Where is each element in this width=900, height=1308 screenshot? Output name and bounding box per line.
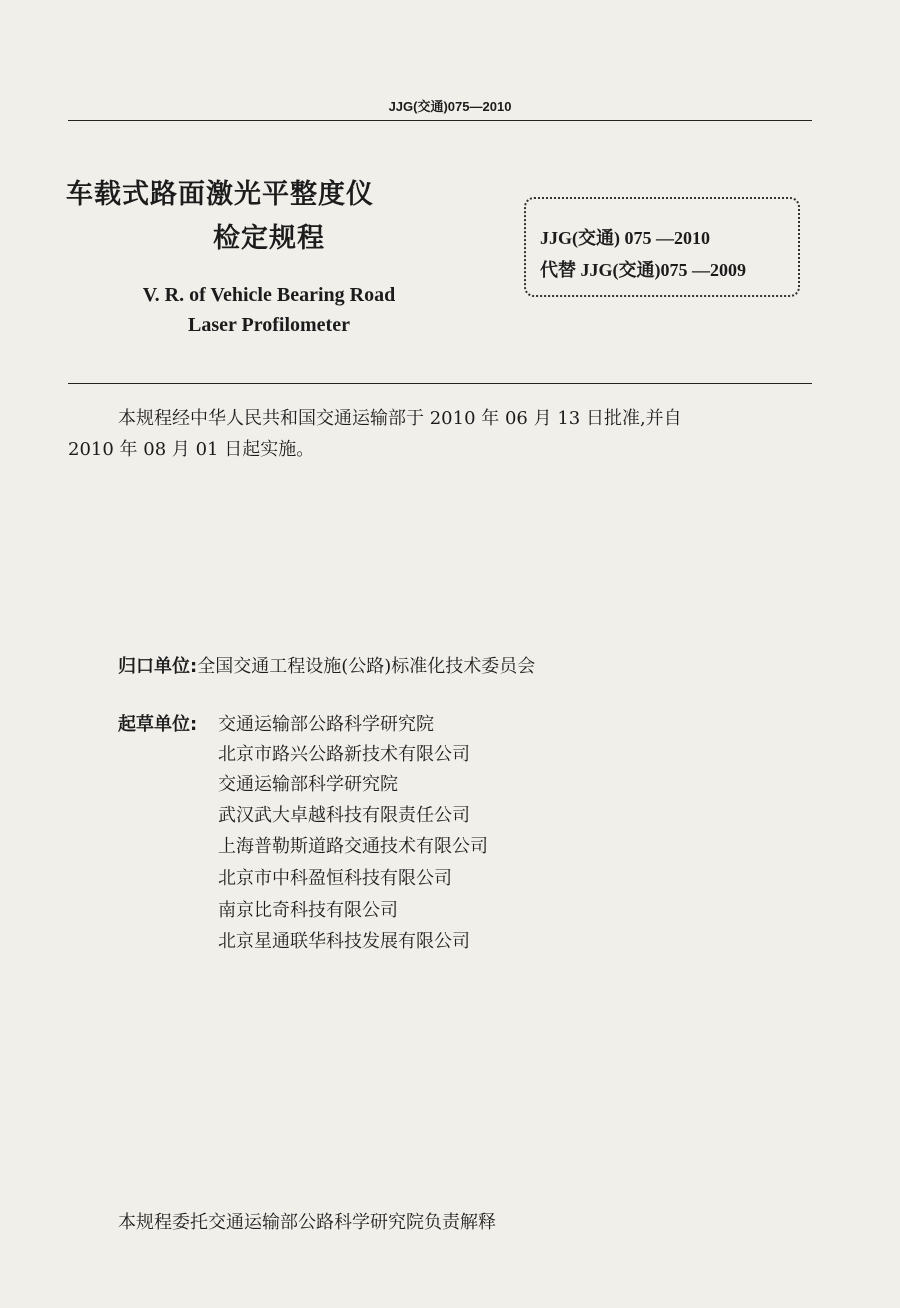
drafting-unit-item: 北京市路兴公路新技术有限公司 [218,744,470,765]
standard-code: JJG(交通) 075 —2010 [540,228,710,248]
drafting-unit-item: 交通运输部科学研究院 [218,774,398,795]
running-header: JJG(交通)075—2010 [388,99,512,114]
title-english-line2: Laser Profilometer [188,314,350,336]
title-english-line1: V. R. of Vehicle Bearing Road [142,284,396,306]
responsible-unit [118,652,535,678]
header-rule [68,120,812,121]
drafting-unit-item: 北京星通联华科技发展有限公司 [218,931,470,952]
drafting-unit-item: 上海普勒斯道路交通技术有限公司 [218,836,488,857]
replaced-standard-code: 代替 JJG(交通)075 —2009 [540,260,746,280]
drafting-unit-item: 武汉武大卓越科技有限责任公司 [218,805,470,826]
section-rule [68,383,812,384]
approval-text-line1: 本规程经中华人民共和国交通运输部于 2010 年 06 月 13 日批准,并自 [118,408,682,429]
title-chinese-line2: 检定规程 [213,223,325,254]
title-chinese-line1: 车载式路面激光平整度仪 [66,179,374,210]
drafting-unit-item: 南京比奇科技有限公司 [218,900,398,921]
drafting-unit-item: 交通运输部公路科学研究院 [218,714,434,735]
drafting-units-label: 起草单位: [118,714,198,735]
interpretation-note: 本规程委托交通运输部公路科学研究院负责解释 [118,1212,496,1233]
approval-text-line2: 2010 年 08 月 01 日起实施。 [68,439,315,460]
drafting-unit-item: 北京市中科盈恒科技有限公司 [218,868,452,889]
responsible-unit-label: 归口单位: [118,656,198,677]
responsible-unit-value: 全国交通工程设施(公路)标准化技术委员会 [197,656,536,677]
